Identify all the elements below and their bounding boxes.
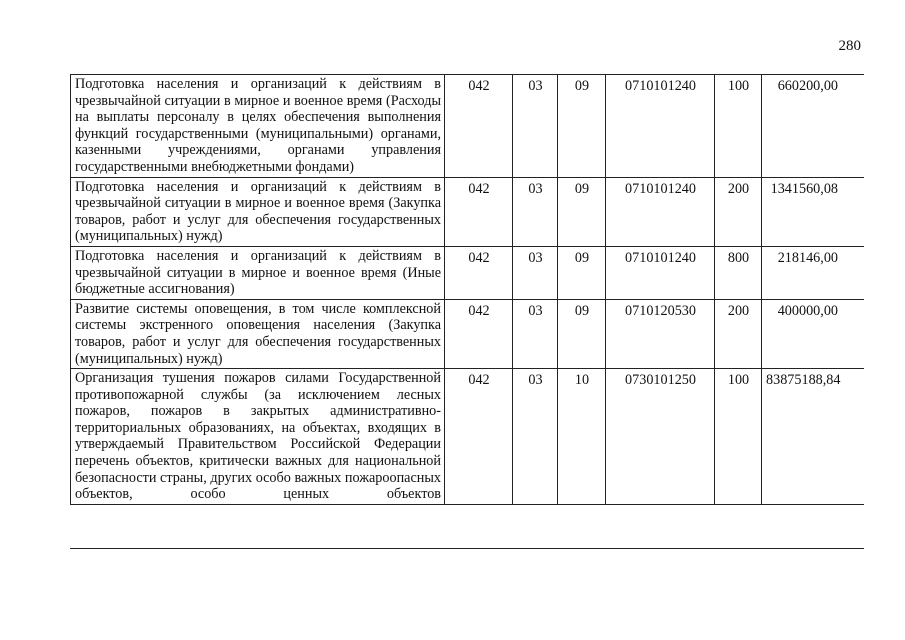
table-row	[71, 75, 865, 178]
amount-value: 400000,00	[762, 299, 865, 368]
target-article-code: 0710101240	[606, 246, 715, 299]
row-description: Подготовка населения и организаций к действиям в чрезвычайной ситуации в мирное и военное время (Расходы на выплаты персоналу в целях обеспечения выполнения функций государственными (муниципальными) органами, казенными учреждениями, органами управления государственными внебюджетными фондами)	[71, 75, 445, 178]
section-code: 03	[513, 177, 558, 246]
table-row	[71, 299, 865, 368]
row-description: Организация тушения пожаров силами Государственной противопожарной службы (за исключением лесных пожаров, пожаров в закрытых административно-территориальных образованиях, на объектах, входящих в утверждаемый Правительством Российской Федерации перечень объектов, критически важных для национальной безопасности страны, других особо важных пожароопасных объектов, особо ценных объектов	[71, 369, 445, 505]
target-article-code: 0710101240	[606, 177, 715, 246]
expense-type-code: 200	[715, 299, 762, 368]
section-code: 03	[513, 246, 558, 299]
table-row	[71, 369, 865, 505]
subsection-code: 10	[558, 369, 606, 505]
row-description: Подготовка населения и организаций к действиям в чрезвычайной ситуации в мирное и военное время (Закупка товаров, работ и услуг для обеспечения государственных (муниципальных) нужд)	[71, 177, 445, 246]
expense-type-code: 100	[715, 369, 762, 505]
amount-value: 218146,00	[762, 246, 865, 299]
amount-value: 83875188,84	[762, 369, 865, 505]
subsection-code: 09	[558, 177, 606, 246]
row-description: Развитие системы оповещения, в том числе комплексной системы экстренного оповещения населения (Закупка товаров, работ и услуг для обеспечения государственных (муниципальных) нужд)	[71, 299, 445, 368]
table-row	[71, 246, 865, 299]
row-description: Подготовка населения и организаций к действиям в чрезвычайной ситуации в мирное и военное время (Иные бюджетные ассигнования)	[71, 246, 445, 299]
expense-type-code: 100	[715, 75, 762, 178]
subsection-code: 09	[558, 299, 606, 368]
ministry-code: 042	[445, 75, 513, 178]
section-code: 03	[513, 75, 558, 178]
expense-type-code: 800	[715, 246, 762, 299]
target-article-code: 0710101240	[606, 75, 715, 178]
ministry-code: 042	[445, 369, 513, 505]
target-article-code: 0730101250	[606, 369, 715, 505]
subsection-code: 09	[558, 75, 606, 178]
page-number: 280	[838, 38, 861, 54]
section-code: 03	[513, 369, 558, 505]
ministry-code: 042	[445, 177, 513, 246]
target-article-code: 0710120530	[606, 299, 715, 368]
budget-table	[70, 74, 864, 505]
ministry-code: 042	[445, 246, 513, 299]
section-code: 03	[513, 299, 558, 368]
amount-value: 1341560,08	[762, 177, 865, 246]
ministry-code: 042	[445, 299, 513, 368]
expense-type-code: 200	[715, 177, 762, 246]
budget-table-container	[70, 74, 864, 549]
subsection-code: 09	[558, 246, 606, 299]
table-row	[71, 177, 865, 246]
amount-value: 660200,00	[762, 75, 865, 178]
